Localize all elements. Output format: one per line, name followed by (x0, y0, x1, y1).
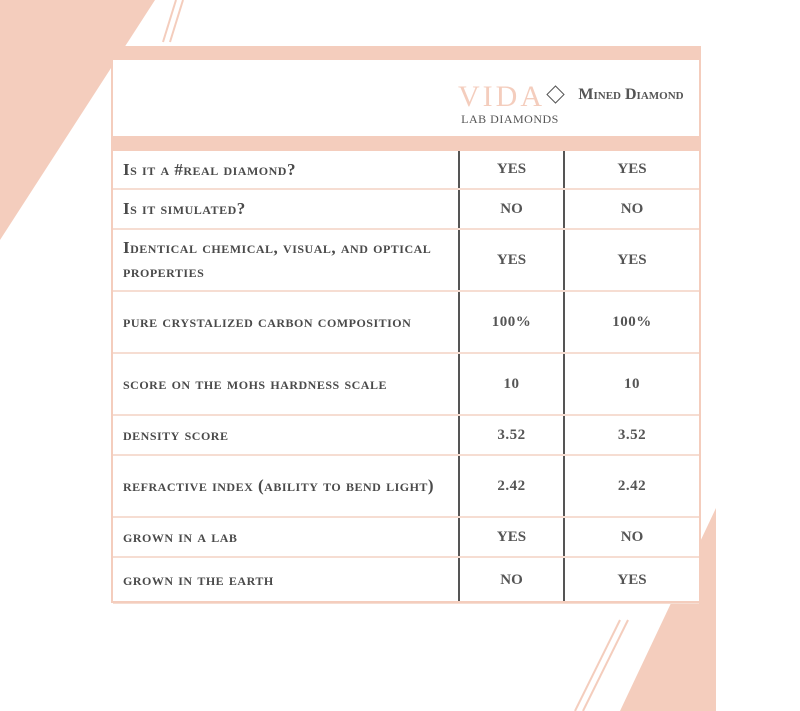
accent-line-top-2 (170, 0, 183, 42)
table-frame (111, 46, 701, 603)
row-question: score on the mohs hardness scale (113, 353, 459, 415)
brand-subtitle: LAB DIAMONDS (461, 112, 559, 126)
row-lab-value: 3.52 (459, 415, 564, 455)
row-lab-value: YES (459, 517, 564, 557)
row-mined-value: YES (564, 151, 699, 189)
accent-line-top-1 (163, 0, 176, 42)
row-question: Is it a #real diamond? (113, 151, 459, 189)
row-mined-value: 3.52 (564, 415, 699, 455)
row-lab-value: 2.42 (459, 455, 564, 517)
comparison-card (111, 46, 701, 603)
row-mined-value: 100% (564, 291, 699, 353)
row-mined-value: YES (564, 557, 699, 603)
mined-diamond-heading: Mined Diamond (578, 86, 684, 103)
accent-line-bottom-1 (575, 620, 620, 711)
row-lab-value: 100% (459, 291, 564, 353)
row-mined-value: 10 (564, 353, 699, 415)
brand-name: VIDA (458, 80, 545, 113)
row-question: pure crystalized carbon composition (113, 291, 459, 353)
row-lab-value: NO (459, 557, 564, 603)
row-mined-value: YES (564, 229, 699, 291)
row-mined-value: 2.42 (564, 455, 699, 517)
row-mined-value: NO (564, 189, 699, 229)
row-lab-value: YES (459, 229, 564, 291)
row-question: density score (113, 415, 459, 455)
row-lab-value: YES (459, 151, 564, 189)
row-question: Identical chemical, visual, and optical properties (113, 229, 459, 291)
row-question: refractive index (ability to bend light) (113, 455, 459, 517)
row-lab-value: NO (459, 189, 564, 229)
row-mined-value: NO (564, 517, 699, 557)
row-question: grown in the earth (113, 557, 459, 603)
accent-line-bottom-2 (583, 620, 628, 711)
row-lab-value: 10 (459, 353, 564, 415)
row-question: Is it simulated? (113, 189, 459, 229)
row-question: grown in a lab (113, 517, 459, 557)
